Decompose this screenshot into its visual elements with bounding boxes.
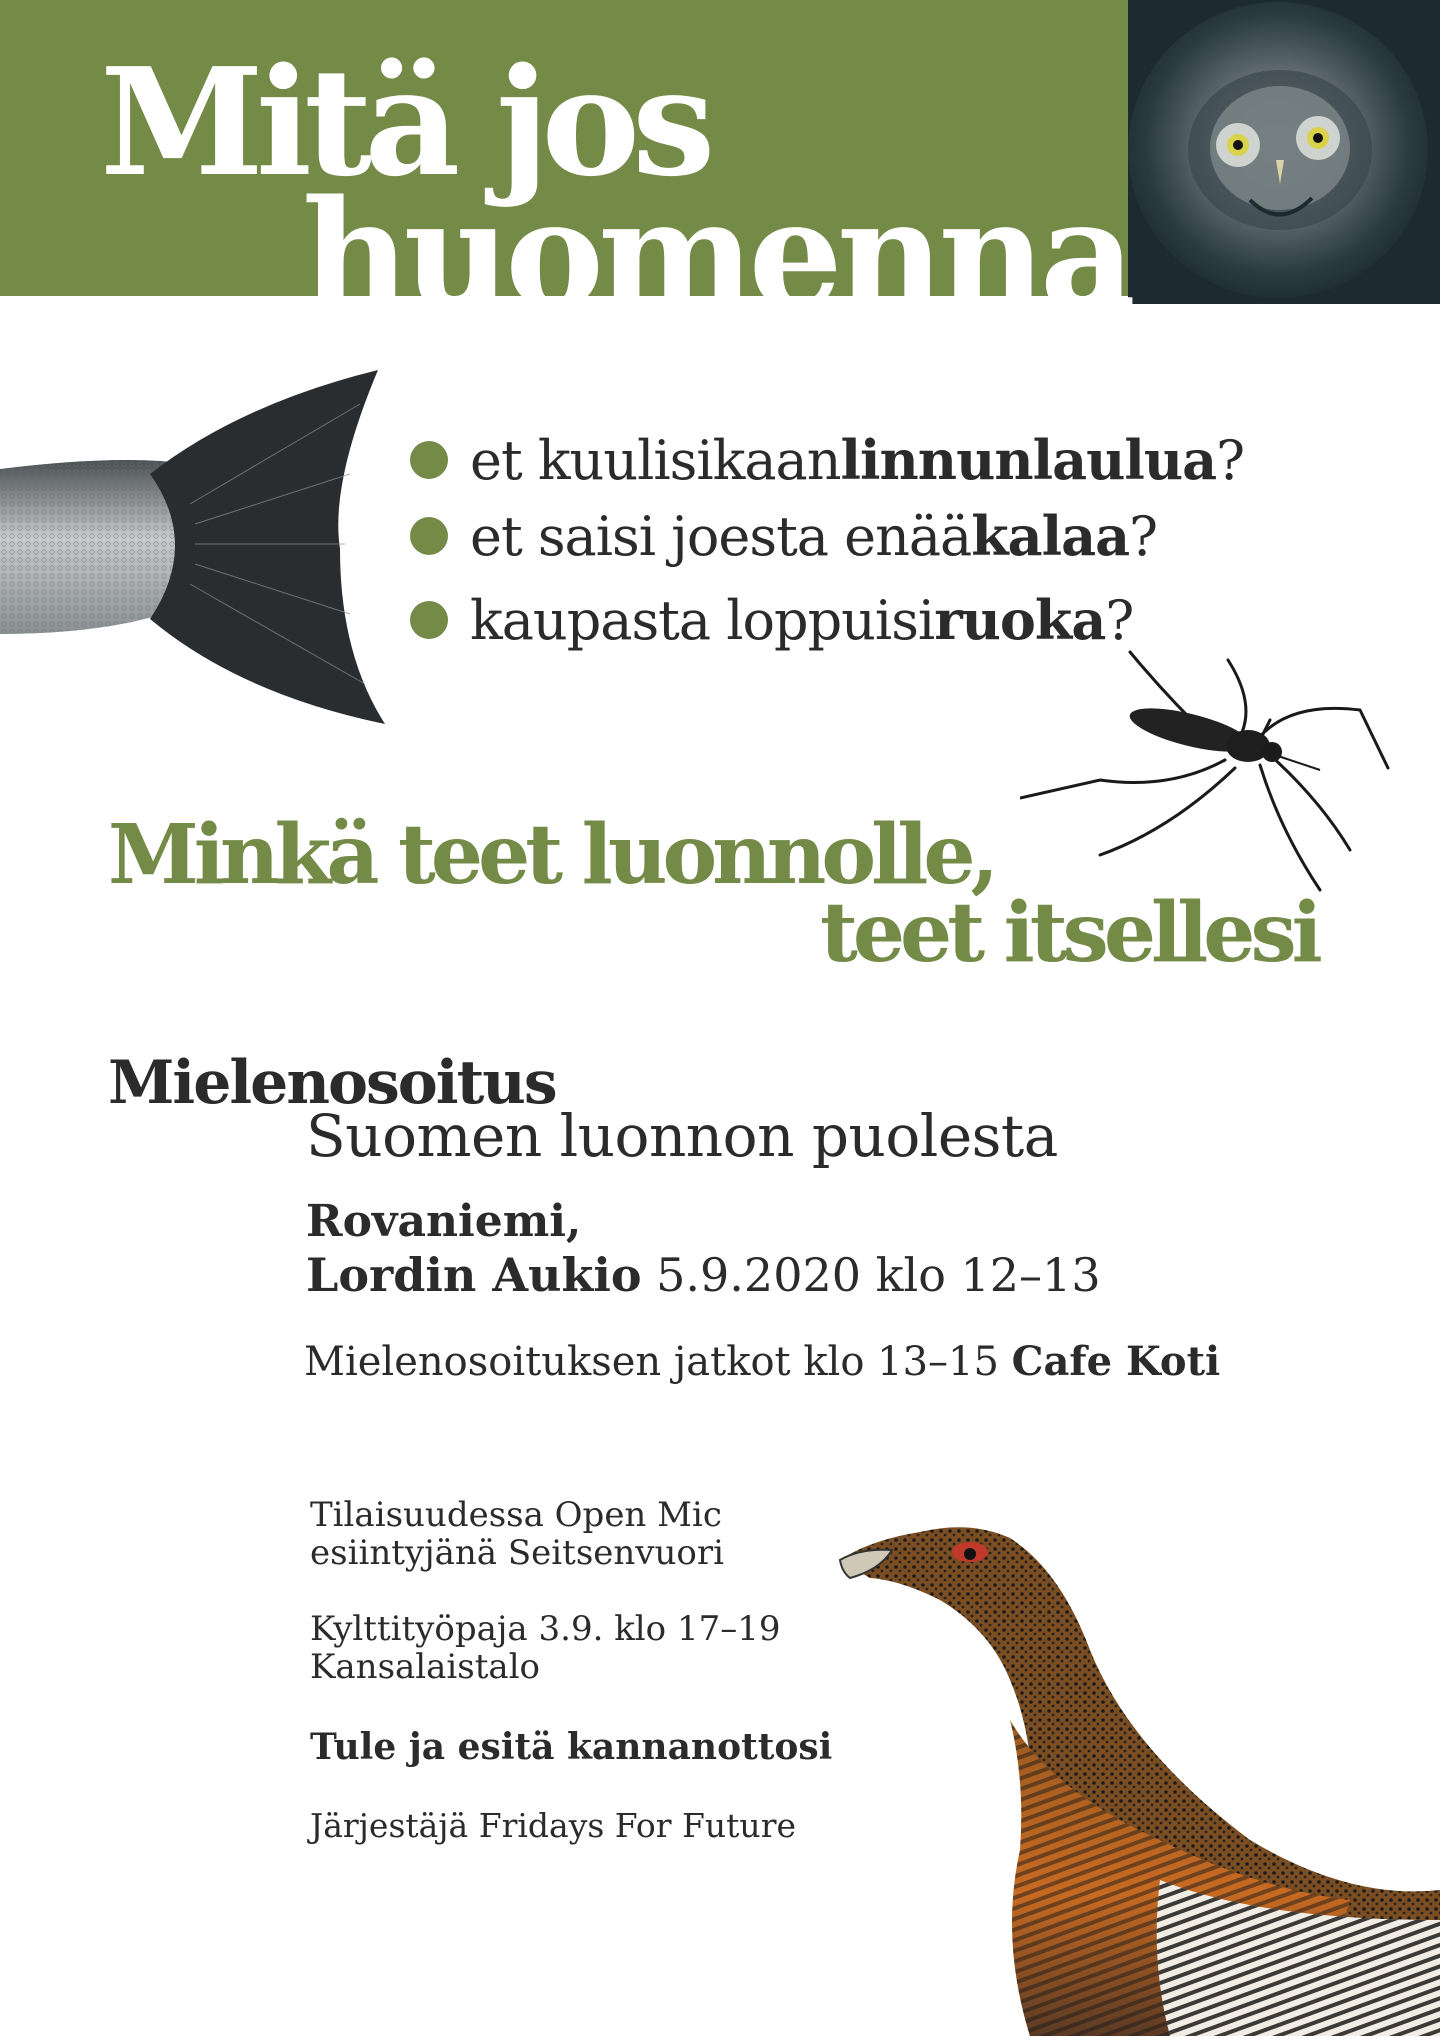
question-birdsong — [410, 424, 1244, 496]
question-text: kaupasta loppuisi — [470, 588, 935, 652]
bullet-icon — [410, 441, 448, 479]
event-place-datetime — [306, 1248, 1101, 1302]
open-mic-info — [310, 1496, 724, 1572]
workshop-line-1: Kylttityöpaja 3.9. klo 17–19 — [310, 1609, 781, 1649]
capercaillie-illustration — [830, 1420, 1440, 2036]
afterparty-info — [304, 1338, 1220, 1385]
slogan-line-1: Minkä teet luonnolle, — [108, 807, 995, 903]
afterparty-place: Cafe Koti — [1011, 1338, 1221, 1385]
question-text: et kuulisikaan — [470, 428, 841, 492]
headline-line-2: huomenna — [302, 167, 1130, 341]
mosquito-illustration — [1020, 640, 1390, 900]
question-text: et saisi joesta enää — [470, 504, 972, 568]
question-fish — [410, 500, 1157, 572]
afterparty-text: Mielenosoituksen jatkot klo 13–15 — [304, 1339, 999, 1385]
event-city: Rovaniemi, — [306, 1196, 582, 1247]
question-emphasis: kalaa — [971, 504, 1130, 568]
open-mic-line-2: esiintyjänä Seitsenvuori — [310, 1533, 724, 1573]
event-subtitle: Suomen luonnon puolesta — [306, 1102, 1058, 1170]
owl-illustration — [1128, 0, 1440, 304]
question-mark: ? — [1129, 504, 1158, 568]
headline-line-1: Mitä jos — [100, 35, 708, 209]
question-mark: ? — [1105, 588, 1134, 652]
question-emphasis: ruoka — [934, 588, 1106, 652]
fish-tail-illustration — [0, 364, 390, 734]
event-place: Lordin Aukio — [306, 1248, 642, 1302]
bullet-icon — [410, 601, 448, 639]
event-datetime: 5.9.2020 klo 12–13 — [656, 1248, 1101, 1302]
bullet-icon — [410, 517, 448, 555]
workshop-line-2: Kansalaistalo — [310, 1647, 541, 1687]
question-mark: ? — [1216, 428, 1245, 492]
event-title: Mielenosoitus — [108, 1048, 556, 1118]
call-to-action: Tule ja esitä kannanottosi — [310, 1726, 833, 1768]
slogan-line-2: teet itsellesi — [820, 885, 1318, 981]
organizer: Järjestäjä Fridays For Future — [310, 1806, 796, 1845]
open-mic-line-1: Tilaisuudessa Open Mic — [310, 1495, 722, 1535]
workshop-info — [310, 1610, 780, 1686]
question-emphasis: linnunlaulua — [840, 428, 1217, 492]
